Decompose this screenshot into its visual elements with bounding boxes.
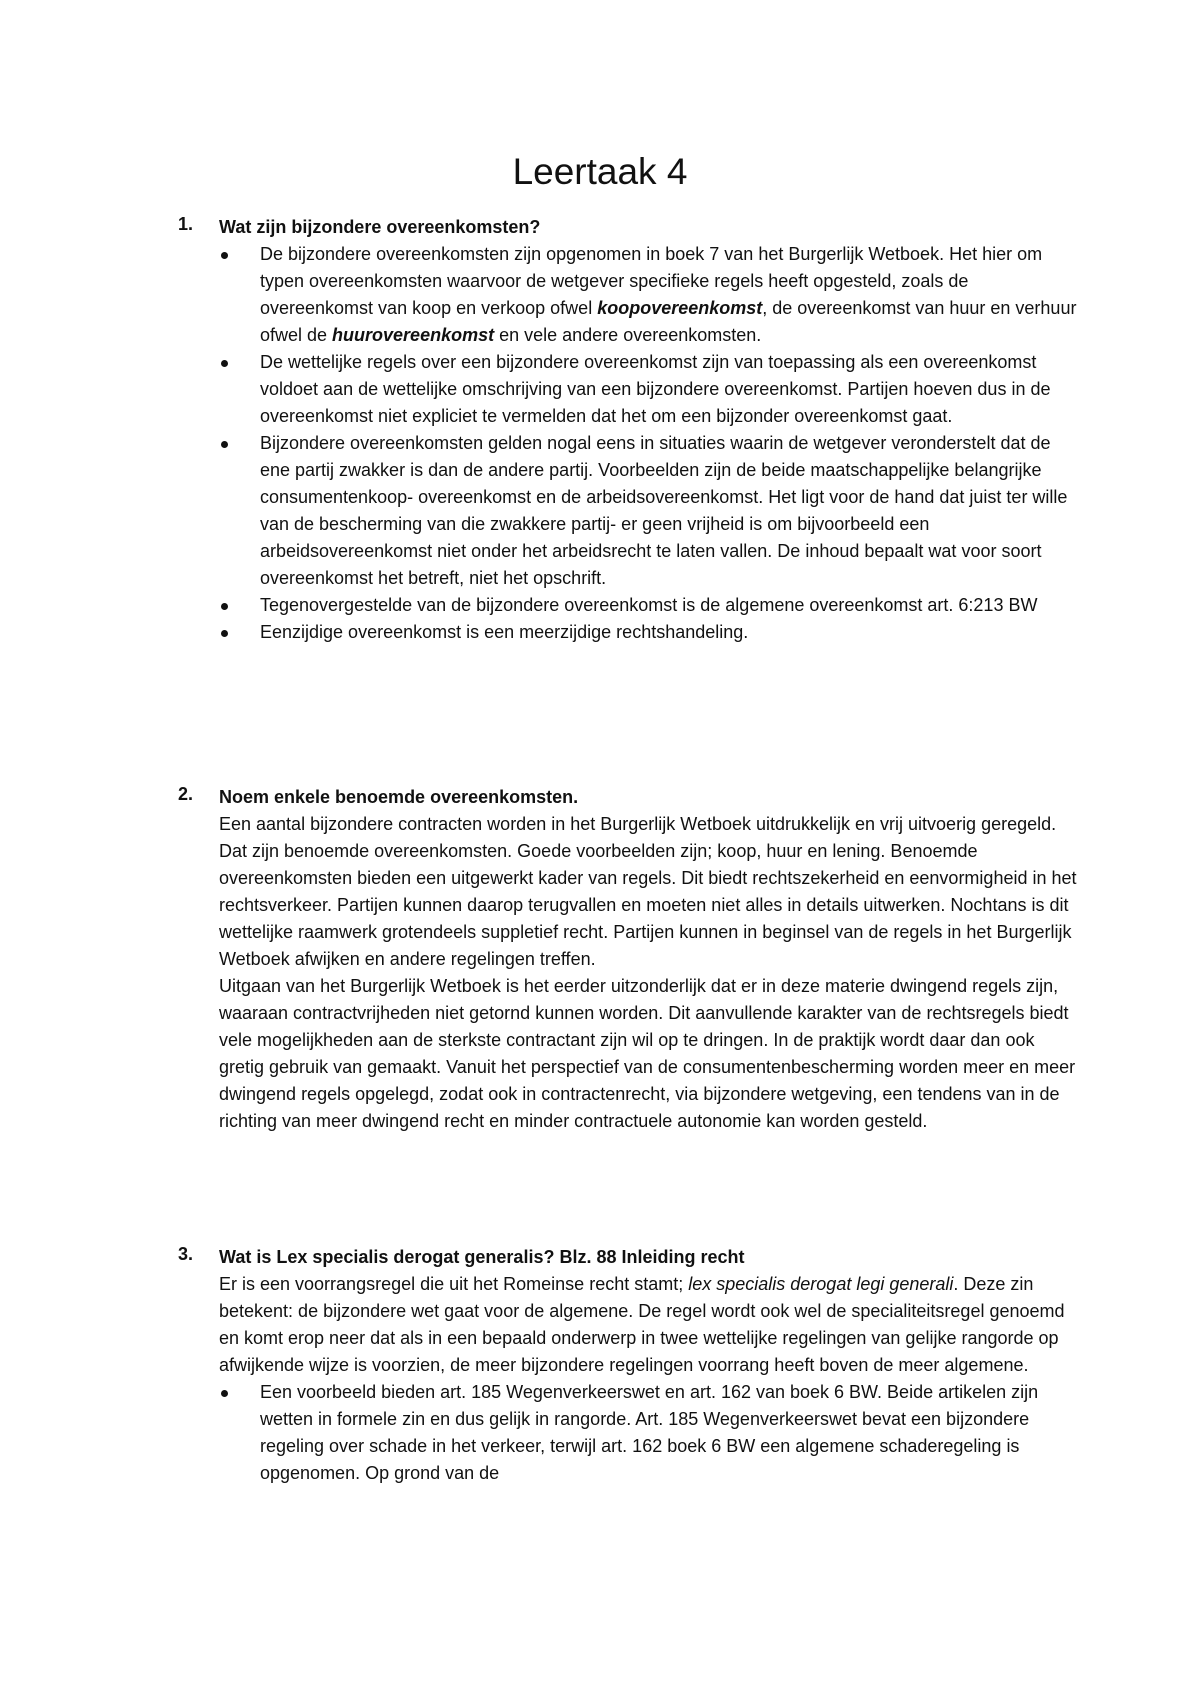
bullet-icon	[221, 603, 228, 610]
question-title: Wat zijn bijzondere overeenkomsten?	[219, 217, 541, 237]
latin-maxim: lex specialis derogat legi generali	[688, 1274, 954, 1294]
text-run: De bijzondere overeenkomsten zijn opgenomen in boek 7 van het Burgerlijk Wetboek. Het hier om typen overeenkomsten waarvoor de wetgever specifieke regels heeft opgesteld, zoals de overeenkomst van koop en verkoop ofwel	[260, 244, 1043, 318]
list-item	[219, 619, 1078, 646]
text-run: Tegenovergestelde van de bijzondere overeenkomst is de algemene overeenkomst art. 6:213 BW	[260, 595, 1038, 615]
text-run: Bijzondere overeenkomsten gelden nogal eens in situaties waarin de wetgever veronderstelt dat de ene partij zwakker is dan de andere partij. Voorbeelden zijn de beide maatschappelijke belangrijke consumentenkoop- overeenkomst en de arbeidsovereenkomst. Het ligt voor de hand dat juist ter wille van de bescherming van die zwakkere partij- er geen vrijheid is om bijvoorbeeld een arbeidsovereenkomst niet onder het arbeidsrecht te laten vallen. De inhoud bepaalt wat voor soort overeenkomst het betreft, niet het opschrift.	[260, 433, 1068, 588]
term-huurovereenkomst: huurovereenkomst	[332, 325, 495, 345]
bullet-list	[219, 241, 1078, 646]
text-run: Een voorbeeld bieden art. 185 Wegenverkeerswet en art. 162 van boek 6 BW. Beide artikelen zijn wetten in formele zin en dus gelijk in rangorde. Art. 185 Wegenverkeerswet bevat een bijzondere regeling over schade in het verkeer, terwijl art. 162 boek 6 BW een algemene schaderegeling is opgenomen. Op grond van de	[260, 1382, 1039, 1483]
bullet-list	[219, 1379, 1078, 1487]
list-item	[219, 349, 1078, 430]
text-run: Eenzijdige overeenkomst is een meerzijdige rechtshandeling.	[260, 622, 749, 642]
question-2	[178, 784, 1078, 1135]
text-run: . Deze zin betekent: de bijzondere wet gaat voor de algemene. De regel wordt ook wel de specialiteitsregel genoemd en komt erop neer dat als in een bepaald onderwerp in twee wettelijke regelingen van gelijke rangorde op afwijkende wijze is voorzien, de meer bijzondere regelingen voorrang heeft boven de meer algemene.	[219, 1274, 1065, 1375]
bullet-icon	[221, 1390, 228, 1397]
bullet-icon	[221, 252, 228, 259]
text-run: , de overeenkomst van huur en verhuur ofwel de	[260, 298, 1077, 345]
text-run: Er is een voorrangsregel die uit het Romeinse recht stamt;	[219, 1274, 689, 1294]
question-3	[178, 1244, 1078, 1487]
list-item	[219, 430, 1078, 592]
bullet-icon	[221, 441, 228, 448]
paragraph: Uitgaan van het Burgerlijk Wetboek is het eerder uitzonderlijk dat er in deze materie dwingend regels zijn, waaraan contractvrijheden niet getornd kunnen worden. Dit aanvullende karakter van de rechtsregels biedt vele mogelijkheden aan de sterkste contractant zijn wil op te dringen. In de praktijk wordt daar dan ook gretig gebruik van gemaakt. Vanuit het perspectief van de consumentenbescherming worden meer en meer dwingend regels opgelegd, zodat ook in contractenrecht, via bijzondere wetgeving, een tendens van in de richting van meer dwingend recht en minder contractuele autonomie kan worden gesteld.	[219, 976, 1076, 1131]
page-title: Leertaak 4	[512, 151, 688, 192]
list-item	[219, 592, 1078, 619]
question-number: 3.	[178, 1244, 194, 1264]
question-number: 2.	[178, 784, 194, 804]
bullet-icon	[221, 630, 228, 637]
list-item	[219, 1379, 1078, 1487]
text-run: De wettelijke regels over een bijzondere overeenkomst zijn van toepassing als een overeenkomst voldoet aan de wettelijke omschrijving van een bijzondere overeenkomst. Partijen hoeven dus in de overeenkomst niet expliciet te vermelden dat het om een bijzonder overeenkomst gaat.	[260, 352, 1051, 426]
question-1	[178, 214, 1078, 646]
list-item	[219, 241, 1078, 349]
paragraph: Een aantal bijzondere contracten worden in het Burgerlijk Wetboek uitdrukkelijk en vrij uitvoerig geregeld. Dat zijn benoemde overeenkomsten. Goede voorbeelden zijn; koop, huur en lening. Benoemde overeenkomsten bieden een uitgewerkt kader van regels. Dit biedt rechtszekerheid en eenvormigheid in het rechtsverkeer. Partijen kunnen daarop terugvallen en moeten niet alles in details uitwerken. Nochtans is dit wettelijke raamwerk grotendeels suppletief recht. Partijen kunnen in beginsel van de regels in het Burgerlijk Wetboek afwijken en andere regelingen treffen.	[219, 814, 1077, 969]
question-title: Wat is Lex specialis derogat generalis? Blz. 88 Inleiding recht	[219, 1247, 745, 1267]
paragraph	[219, 1271, 1078, 1379]
term-koopovereenkomst: koopovereenkomst	[597, 298, 763, 318]
bullet-icon	[221, 360, 228, 367]
question-title: Noem enkele benoemde overeenkomsten.	[219, 787, 579, 807]
question-number: 1.	[178, 214, 194, 234]
text-run: en vele andere overeenkomsten.	[494, 325, 762, 345]
